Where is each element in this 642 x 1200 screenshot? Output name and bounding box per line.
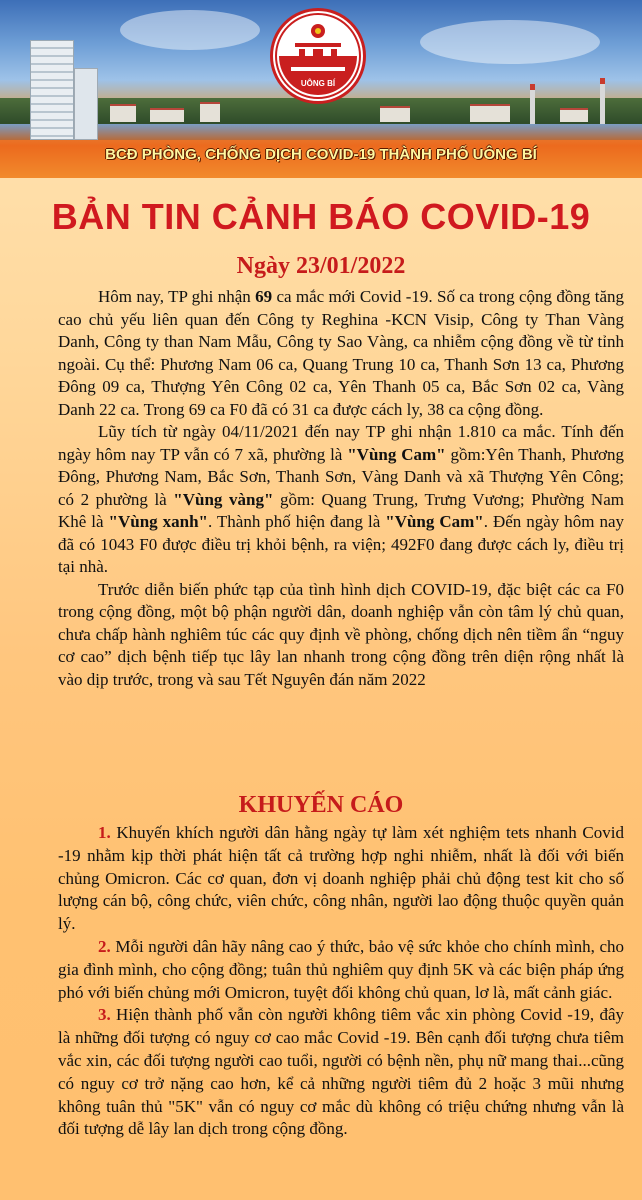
zone-label: "Vùng Cam" (347, 444, 446, 464)
committee-name: BCĐ PHÒNG, CHỐNG DỊCH COVID-19 THÀNH PHỐ UÔNG BÍ (105, 146, 537, 163)
paragraph-situation: Trước diễn biến phức tạp của tình hình dịch COVID-19, đặc biệt các ca F0 trong cộng đồng, một bộ phận người dân, doanh nghiệp vẫn còn tâm lý chủ quan, chưa chấp hành nghiêm túc các quy định về phòng, chống dịch nên tiềm ẩn “nguy cơ cao” dịch bệnh tiếp tục lây lan nhanh trong cộng đồng trên diện rộng nhất là vào dịp trước, trong và sau Tết Nguyên đán năm 2022 (58, 579, 624, 689)
cloud (120, 10, 260, 50)
advice-number: 1. (98, 823, 111, 842)
city-emblem-logo (270, 8, 366, 104)
advice-item: 2. Mỗi người dân hãy nâng cao ý thức, bảo vệ sức khỏe cho chính mình, cho gia đình mình, cho cộng đồng; tuân thủ nghiêm quy định 5K và các biện pháp ứng phó với biến chủng mới Omicron, tuyệt đối không chủ quan, lơ là, mất cảnh giác. (58, 936, 624, 1002)
emblem-label: UÔNG BÍ (300, 79, 336, 88)
advice-item: 3. Hiện thành phố vẫn còn người không tiêm vắc xin phòng Covid -19, đây là những đối tượng có nguy cơ cao mắc Covid -19. Bên cạnh đối tượng chưa tiêm vắc xin, các đối tượng người cao tuổi, người có bệnh nền, phụ nữ mang thai...cũng có nguy cơ trở nặng cao hơn, kể cả những người tiêm đủ 2 hoặc 3 mũi nhưng không tuân thủ "5K" vẫn có nguy cơ mắc dù không có triệu chứng nhưng vẫn là đối tượng dễ lây lan dịch trong cộng đồng. (58, 1005, 624, 1139)
zone-label: "Vùng xanh" (108, 512, 208, 531)
paragraph-cumulative: Lũy tích từ ngày 04/11/2021 đến nay TP ghi nhận 1.810 ca mắc. Tính đến ngày hôm nay TP vẫn có 7 xã, phường là "Vùng Cam" gồm:Yên Thanh, Phương Đông, Phương Nam, Bắc Sơn, Thanh Sơn, Vàng Danh và xã Thượng Yên Công; có 2 phường là "Vùng vàng" gồm: Quang Trung, Trưng Vương; Phường Nam Khê là "Vùng xanh". Thành phố hiện đang là "Vùng Cam". Đến ngày hôm nay đã có 1043 F0 được điều trị khỏi bệnh, ra viện; 492F0 đang được cách ly, điều trị tại nhà. (58, 422, 625, 576)
cloud (420, 20, 600, 64)
new-cases-count: 69 (255, 287, 273, 306)
tower-building-annex (74, 68, 98, 140)
header-banner (0, 0, 642, 178)
advice-number: 3. (98, 1005, 111, 1025)
zone-label: "Vùng vàng" (173, 489, 274, 509)
bulletin-date: Ngày 23/01/2022 (236, 253, 406, 279)
bulletin-body (58, 286, 624, 691)
advice-title: KHUYẾN CÁO (238, 792, 404, 818)
bulletin-title: BẢN TIN CẢNH BÁO COVID-19 (51, 196, 591, 237)
advice-list (58, 822, 624, 1141)
zone-label: "Vùng Cam" (385, 512, 484, 531)
advice-number: 2. (98, 936, 111, 956)
tower-building (30, 40, 74, 140)
advice-item: 1. Khuyến khích người dân hằng ngày tự làm xét nghiệm tets nhanh Covid -19 nhằm kịp thời phát hiện tất cả trường hợp nghi nhiễm, nhất là đối với biến chủng Omicron. Các cơ quan, đơn vị doanh nghiệp phải chủ động test kit cho số lượng cán bộ, công chức, viên chức, công nhân, người lao động thuộc quyền quản lý. (58, 823, 624, 934)
paragraph-daily-cases: Hôm nay, TP ghi nhận 69 ca mắc mới Covid -19. Số ca trong cộng đồng tăng cao chủ yếu liên quan đến Công ty Reghina -KCN Visip, Công ty Than Vàng Danh, Công ty than Nam Mẫu, Công ty Sao Vàng, ca nhiễm cộng đồng về từ tỉnh ngoài. Cụ thể: Phương Nam 06 ca, Quang Trung 10 ca, Thanh Sơn 13 ca, Phương Đông 09 ca, Thượng Yên Công 02 ca, Yên Thanh 05 ca, Bắc Sơn 02 ca, Vàng Danh 22 ca. Trong 69 ca F0 đã có 31 ca được cách ly, 38 ca cộng đồng. (58, 287, 624, 419)
